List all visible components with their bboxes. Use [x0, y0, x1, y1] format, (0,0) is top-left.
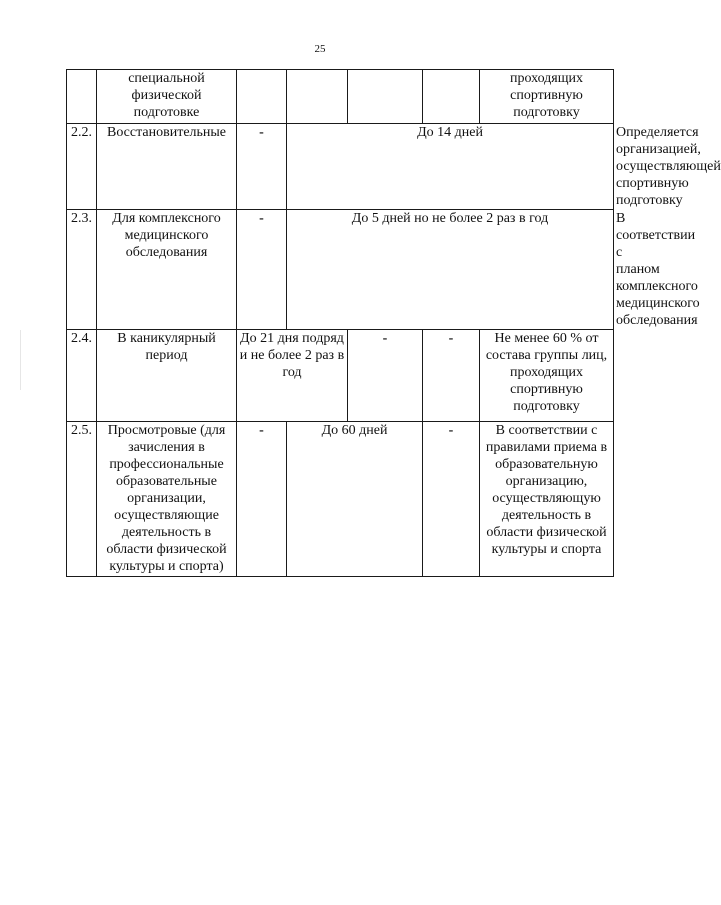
- empty-cell: [237, 70, 287, 124]
- dash-cell: -: [237, 124, 287, 210]
- empty-cell: [348, 70, 423, 124]
- table-row: [67, 330, 614, 422]
- event-name-cell: Для комплексного медицинского обследования: [97, 210, 237, 330]
- dash-cell: -: [237, 210, 287, 330]
- scan-artifact: [20, 330, 21, 390]
- empty-cell: [287, 70, 348, 124]
- row-number-cell: 2.2.: [67, 124, 97, 210]
- table-row: [67, 70, 614, 124]
- empty-cell: [423, 70, 480, 124]
- table-row: [67, 422, 614, 577]
- row-number-cell: 2.5.: [67, 422, 97, 577]
- table-row: 2.2. Восстановительные - До 14 дней Определяется организацией, осуществляющей спортивную подготовку: [67, 124, 614, 210]
- event-name-cell: Просмотровые (для зачисления в профессиональные образовательные организации, осуществляющие деятельность в области физической культуры и спорта): [97, 422, 237, 577]
- row-number-cell: 2.4.: [67, 330, 97, 422]
- page-number: 25: [314, 43, 326, 55]
- duration-cell: До 60 дней: [287, 422, 423, 577]
- duration-cell: До 14 дней: [287, 124, 614, 210]
- row-number-cell: [67, 70, 97, 124]
- note-cell: проходящих спортивную подготовку: [480, 70, 614, 124]
- dash-cell: -: [423, 330, 480, 422]
- event-name-cell: специальной физической подготовке: [97, 70, 237, 124]
- table-row: 2.3. Для комплексного медицинского обследования - До 5 дней но не более 2 раз в год В соответствии с планом комплексного медицинского обследования: [67, 210, 614, 330]
- dash-cell: -: [423, 422, 480, 577]
- dash-cell: -: [348, 330, 423, 422]
- duration-cell: До 5 дней но не более 2 раз в год: [287, 210, 614, 330]
- duration-cell: До 21 дня подряд и не более 2 раз в год: [237, 330, 348, 422]
- row-number-cell: 2.3.: [67, 210, 97, 330]
- event-name-cell: В каникулярный период: [97, 330, 237, 422]
- schedule-table: [66, 69, 721, 577]
- note-cell: В соответствии с правилами приема в образовательную организацию, осуществляющую деятельность в области физической культуры и спорта: [480, 422, 614, 577]
- dash-cell: -: [237, 422, 287, 577]
- event-name-cell: Восстановительные: [97, 124, 237, 210]
- note-cell: Не менее 60 % от состава группы лиц, проходящих спортивную подготовку: [480, 330, 614, 422]
